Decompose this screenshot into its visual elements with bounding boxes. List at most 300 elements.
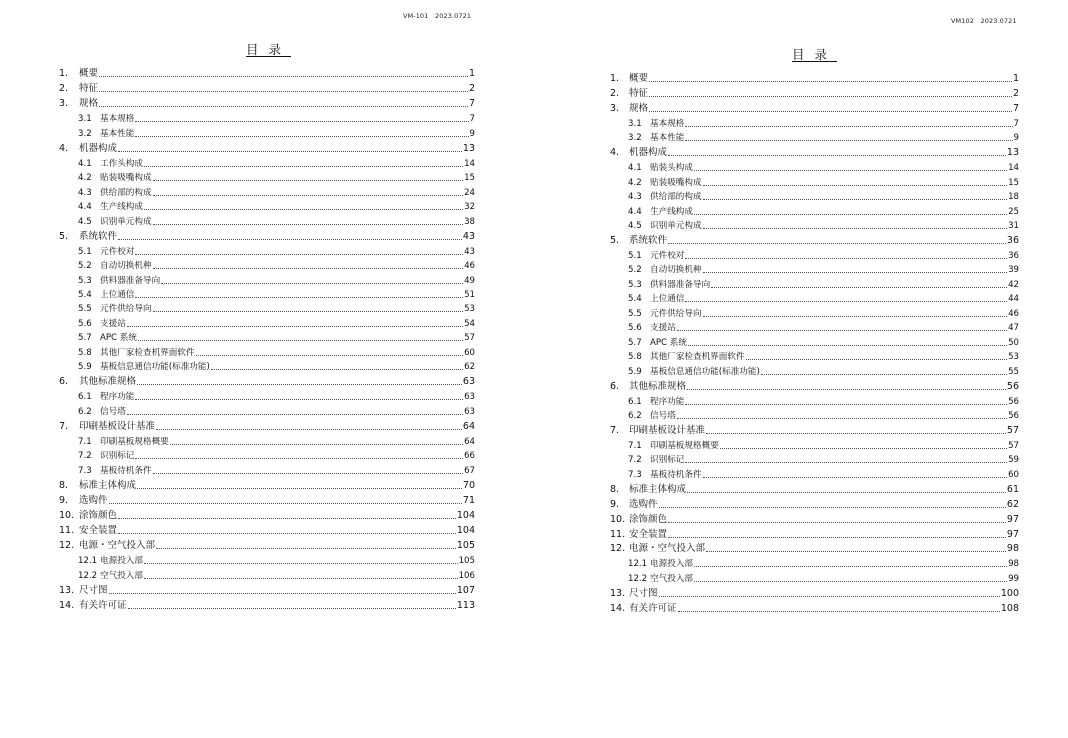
dot-leader [685,131,1012,141]
toc-entry [628,249,1019,263]
toc-entry-page-number: 98 [1008,559,1019,570]
toc-entry-title: 生产线构成 [650,206,693,217]
toc-entry-page-number: 105 [456,540,475,551]
toc-entry-page-number: 113 [456,599,475,611]
toc-entry [78,405,475,419]
toc-entry-number: 7. [59,420,69,432]
toc-entry-title: 自动切换机种 [100,261,152,272]
toc-entry-number: 3. [610,102,620,114]
toc-entry-title: 上位通信 [100,289,135,300]
toc-entry-page-number: 56 [1006,380,1019,392]
dot-leader [156,420,462,430]
toc-entry-title: 元件校对 [650,250,685,261]
toc-entry-title: 选购件 [629,498,658,510]
toc-entry [59,584,475,598]
toc-entry [628,190,1019,204]
toc-entry-title: 上位通信 [650,294,685,305]
toc-entry [59,599,475,613]
toc-entry-number: 5.1 [78,246,92,257]
toc-entry-title: 系统软件 [629,234,668,246]
toc-entry [610,380,1019,394]
toc-entry-page-number: 9 [469,128,475,139]
toc-entry-title: APC 系统 [100,333,137,344]
toc-entry-page-number: 60 [1008,469,1019,480]
toc-entry-title: 印刷基板设计基准 [79,420,156,432]
toc-entry-title: 系统软件 [79,230,118,242]
toc-entry-number: 7.1 [78,436,92,447]
toc-entry-number: 6. [59,376,69,387]
toc-entry-page-number: 97 [1006,528,1019,540]
toc-entry-page-number: 36 [1006,234,1019,246]
toc-entry-number: 5. [610,234,620,246]
toc-entry-page-number: 14 [1008,163,1019,173]
toc-entry [628,365,1019,379]
toc-entry-page-number: 104 [456,509,475,521]
toc-entry-page-number: 47 [1008,323,1019,334]
toc-entry-page-number: 57 [1006,425,1019,436]
toc-entry [59,509,475,523]
dot-leader [196,346,464,356]
toc-entry-page-number: 57 [1008,440,1019,451]
toc-entry [78,112,475,126]
toc-entry-page-number: 63 [464,392,475,403]
toc-entry [628,395,1019,409]
toc-entry-title: 安全装置 [629,528,668,540]
dot-leader [688,336,1007,346]
toc-entry [610,542,1019,556]
dot-leader [153,302,463,312]
toc-entry-page-number: 36 [1008,250,1019,261]
dot-leader [118,142,462,152]
toc-entry-number: 5.4 [628,294,642,305]
toc-entry-title: 选购件 [79,494,108,506]
dot-leader [127,317,463,327]
toc-entry-number: 4.2 [78,173,92,184]
dot-leader [685,453,1007,463]
toc-entry [610,87,1019,101]
toc-entry [610,587,1019,601]
toc-entry-number: 5.9 [628,366,642,377]
toc-entry-number: 2. [59,83,69,95]
dot-leader [677,409,1007,419]
toc-entry-title: 电源・空气投入部 [629,543,706,555]
toc-entry-title: 供给部的构成 [100,187,152,198]
dot-leader [703,190,1007,200]
toc-entry-number: 12. [59,540,75,551]
toc-entry-number: 4.3 [78,187,92,198]
toc-entry-title: 规格 [79,98,99,110]
document-code: VM102 2023.0721 [951,17,1017,25]
toc-entry-number: 10. [59,509,75,521]
toc-entry-page-number: 42 [1008,279,1019,290]
toc-entry-page-number: 7 [1012,102,1019,114]
toc-entry-page-number: 54 [464,318,475,329]
toc-entry-page-number: 106 [458,570,475,581]
toc-entry-title: 元件供给导向 [650,308,702,319]
dot-leader [694,557,1007,567]
toc-entry [59,494,475,508]
toc-entry-number: 5.1 [628,250,642,261]
dot-leader [711,278,1007,288]
toc-entry-number: 10. [610,513,626,525]
toc-entry-page-number: 13 [1006,147,1019,159]
toc-entry [628,278,1019,292]
toc-entry-title: 生产线构成 [100,202,143,213]
dot-leader [135,112,468,122]
dot-leader [161,274,463,284]
toc-entry-page-number: 1 [1012,73,1019,84]
toc-entry [59,479,475,493]
toc-entry [78,464,475,478]
dot-leader [211,360,463,370]
toc-entry-page-number: 14 [464,158,475,169]
toc-entry-number: 7.1 [628,440,642,451]
toc-entry-page-number: 43 [464,246,475,257]
toc-entry-page-number: 24 [464,187,475,198]
toc-entry-title: 程序功能 [650,396,685,407]
toc-entry-title: 信号塔 [650,411,676,422]
dot-leader [135,390,463,400]
toc-entry [610,102,1019,116]
toc-entry-number: 4.2 [628,177,642,188]
toc-entry-page-number: 98 [1006,543,1019,555]
toc-entry-page-number: 46 [464,261,475,272]
toc-entry [78,186,475,200]
toc-entry-page-number: 60 [464,347,475,358]
toc-entry-number: 3.1 [78,114,92,125]
toc-entry-page-number: 7 [468,98,475,110]
dot-leader [99,67,468,77]
toc-entry [610,602,1019,616]
toc-entry-page-number: 55 [1008,366,1019,377]
dot-leader [144,554,458,564]
dot-leader [99,82,468,92]
toc-entry-number: 11. [610,528,626,540]
toc-entry [78,215,475,229]
dot-leader [135,288,463,298]
toc-entry-page-number: 46 [1008,308,1019,319]
toc-entry-number: 14. [610,602,626,614]
toc-entry-number: 12.2 [78,570,98,581]
toc-entry-number: 6.2 [78,406,92,417]
toc-entry-title: 尺寸图 [79,584,108,596]
toc-entry-number: 5.5 [628,308,642,319]
toc-entry-title: 基板信息通信功能(标准功能) [100,361,210,372]
toc-entry-page-number: 43 [462,230,475,242]
toc-entry [59,82,475,96]
dot-leader [694,161,1007,171]
toc-entry [78,390,475,404]
toc-entry-page-number: 70 [462,479,475,491]
toc-entry [59,524,475,538]
toc-entry-number: 6.1 [78,392,92,403]
toc-entry [610,146,1019,160]
dot-leader [668,528,1006,538]
toc-entry-page-number: 50 [1008,337,1019,348]
dot-leader [118,230,462,240]
toc-entry-title: 标准主体构成 [629,483,687,495]
toc-entry-title: 机器构成 [79,142,118,154]
toc-entry [610,498,1019,512]
toc-entry-page-number: 100 [1000,587,1019,599]
toc-entry-number: 5.6 [628,323,642,334]
toc-entry [628,117,1019,131]
toc-entry-number: 5.4 [78,289,92,300]
toc-entry-title: 基本性能 [650,133,685,144]
dot-leader [761,365,1007,375]
dot-leader [677,321,1007,331]
toc-entry-title: 识别单元构成 [100,216,152,227]
dot-leader [703,468,1007,478]
toc-entry-page-number: 2 [1012,87,1019,99]
toc-entry [628,453,1019,467]
toc-entry-number: 8. [610,483,620,495]
toc-entry-page-number: 13 [462,142,475,154]
toc-entry-title: 空气投入部 [100,570,143,581]
dot-leader [135,245,463,255]
toc-entry-page-number: 105 [458,556,475,567]
page-title: 目录 [792,47,838,62]
dot-leader [694,205,1007,215]
dot-leader [685,249,1007,259]
toc-entry [78,127,475,141]
dot-leader [144,157,463,167]
toc-entry-title: 基本规格 [650,118,685,129]
toc-entry-number: 4.1 [78,158,92,169]
toc-entry-number: 6. [610,380,620,392]
dot-leader [153,464,463,474]
dot-leader [170,435,463,445]
toc-entry-number: 5.5 [78,304,92,315]
dot-leader [118,524,456,534]
toc-entry-number: 5.3 [628,279,642,290]
toc-entry-title: 有关许可证 [79,599,127,611]
toc-entry-number: 9. [59,494,69,506]
toc-entry [59,97,475,111]
toc-entry-title: 信号塔 [100,406,126,417]
toc-entry-page-number: 63 [464,406,475,417]
toc-entry-title: 程序功能 [100,392,135,403]
toc-entry-page-number: 25 [1008,206,1019,217]
toc-entry-page-number: 97 [1006,513,1019,525]
toc-entry [78,200,475,214]
toc-entry-page-number: 62 [464,361,475,372]
toc-entry [78,346,475,360]
toc-entry-title: 基本规格 [100,114,135,125]
toc-entry [78,554,475,568]
toc-entry-page-number: 39 [1008,265,1019,276]
toc-entry [78,259,475,273]
toc-entry [78,274,475,288]
toc-entry [610,72,1019,86]
toc-entry-page-number: 104 [456,524,475,536]
toc-entry-number: 4.1 [628,163,642,173]
toc-entry-page-number: 2 [468,83,475,95]
toc-entry [78,317,475,331]
toc-entry [59,420,475,434]
toc-entry-number: 6.1 [628,396,642,407]
toc-entry-number: 7. [610,425,620,436]
dot-leader [144,200,463,210]
toc-entry-number: 12.1 [78,556,98,567]
toc-entry [78,449,475,463]
toc-entry-number: 4. [59,142,69,154]
dot-leader [703,263,1007,273]
dot-leader [127,405,463,415]
toc-entry [78,569,475,583]
toc-entry-title: 识别单元构成 [650,221,702,231]
toc-entry-title: 其他厂家检查机界面软件 [100,347,195,358]
toc-entry-page-number: 49 [464,275,475,286]
toc-entry-title: 基板待机条件 [650,469,702,480]
dot-leader [109,494,462,504]
toc-entry-page-number: 63 [462,376,475,387]
toc-entry-number: 5.7 [78,333,92,344]
toc-entry [610,528,1019,542]
toc-entry-title: 其他厂家检查机界面软件 [650,352,745,363]
dot-leader [685,117,1012,127]
dot-leader [153,259,463,269]
toc-entry [59,539,475,553]
toc-entry-number: 7.2 [78,451,92,462]
toc-entry [628,572,1019,586]
toc-entry-number: 7.2 [628,455,642,466]
toc-entry-page-number: 38 [464,216,475,227]
toc-entry-title: 规格 [629,102,649,114]
toc-entry-page-number: 108 [1000,602,1019,614]
toc-entry [59,375,475,389]
toc-entry-page-number: 7 [1013,118,1019,129]
toc-entry-number: 5.8 [628,352,642,363]
toc-entry-title: 特征 [79,83,99,95]
dot-leader [649,72,1012,82]
dot-leader [694,572,1007,582]
toc-entry [610,424,1019,438]
dot-leader [659,498,1006,508]
toc-entry-title: 印刷基板规格概要 [100,436,169,447]
toc-page-right [534,0,1068,738]
toc-entry-title: 贴装吸嘴构成 [650,177,702,188]
dot-leader [706,542,1006,552]
toc-entry-page-number: 64 [464,436,475,447]
toc-entry-page-number: 18 [1008,192,1019,202]
toc-entry-number: 12.1 [628,559,648,570]
toc-entry-title: 概要 [79,68,99,79]
toc-entry-page-number: 9 [1013,133,1019,144]
toc-entry-title: APC 系统 [650,337,687,348]
toc-entry-title: 电源投入部 [650,559,693,570]
toc-entry-title: 印刷基板规格概要 [650,440,719,451]
dot-leader [156,539,456,549]
toc-entry [78,157,475,171]
toc-entry [78,245,475,259]
toc-entry [59,142,475,156]
toc-entry-page-number: 56 [1008,396,1019,407]
toc-entry-page-number: 31 [1008,221,1019,231]
dot-leader [135,449,463,459]
toc-entry-page-number: 61 [1006,483,1019,495]
toc-entry-page-number: 15 [1008,177,1019,188]
toc-entry-number: 5.3 [78,275,92,286]
toc-entry-title: 基板待机条件 [100,465,152,476]
toc-entry-number: 4.5 [628,221,642,231]
toc-entry-title: 尺寸图 [629,587,658,599]
toc-entry-number: 14. [59,599,75,611]
dot-leader [668,513,1006,523]
toc-entry [78,360,475,374]
toc-entry [628,336,1019,350]
toc-entry [628,219,1019,233]
toc-entry-number: 9. [610,498,620,510]
dot-leader [137,479,462,489]
dot-leader [135,127,468,137]
toc-entry-page-number: 56 [1008,411,1019,422]
toc-entry [628,439,1019,453]
toc-entry-number: 5.2 [628,265,642,276]
dot-leader [153,186,463,196]
toc-entry-page-number: 71 [462,494,475,506]
dot-leader [153,171,463,181]
toc-entry [628,321,1019,335]
dot-leader [687,380,1006,390]
toc-entry-page-number: 107 [456,584,475,596]
page-title: 目录 [246,42,292,57]
toc-entry-page-number: 59 [1008,455,1019,466]
dot-leader [668,234,1006,244]
toc-entry [78,288,475,302]
toc-entry-title: 概要 [629,73,649,84]
toc-entry-number: 4.3 [628,192,642,202]
toc-entry-page-number: 64 [462,420,475,432]
dot-leader [685,292,1007,302]
dot-leader [649,87,1012,97]
toc-entry [78,435,475,449]
toc-entry [628,131,1019,145]
toc-entry-title: 供料器准备导向 [650,279,711,290]
toc-entry-title: 元件校对 [100,246,135,257]
toc-entry-title: 识别标记 [100,451,135,462]
toc-entry-number: 5.8 [78,347,92,358]
toc-entry [628,350,1019,364]
toc-entry-number: 12. [610,543,626,555]
toc-entry-page-number: 32 [464,202,475,213]
toc-entry-title: 工作头构成 [100,158,143,169]
toc-entry-page-number: 51 [464,289,475,300]
toc-entry [628,557,1019,571]
toc-entry-title: 供料器准备导向 [100,275,161,286]
toc-entry-number: 7.3 [78,465,92,476]
toc-entry-number: 4.4 [78,202,92,213]
toc-entry-number: 13. [610,587,626,599]
dot-leader [678,602,1000,612]
toc-entry-number: 4.5 [78,216,92,227]
dot-leader [118,509,456,519]
dot-leader [687,483,1006,493]
dot-leader [128,599,456,609]
toc-entry-title: 贴装吸嘴构成 [100,173,152,184]
dot-leader [706,424,1006,434]
toc-entry-title: 空气投入部 [650,573,693,584]
dot-leader [144,569,458,579]
dot-leader [153,215,463,225]
toc-entry [628,468,1019,482]
dot-leader [703,307,1007,317]
toc-entry-number: 3.2 [628,133,642,144]
toc-entry-page-number: 99 [1008,573,1019,584]
toc-entry-number: 8. [59,479,69,491]
toc-entry-title: 电源・空气投入部 [79,540,156,551]
toc-entry-number: 5.6 [78,318,92,329]
